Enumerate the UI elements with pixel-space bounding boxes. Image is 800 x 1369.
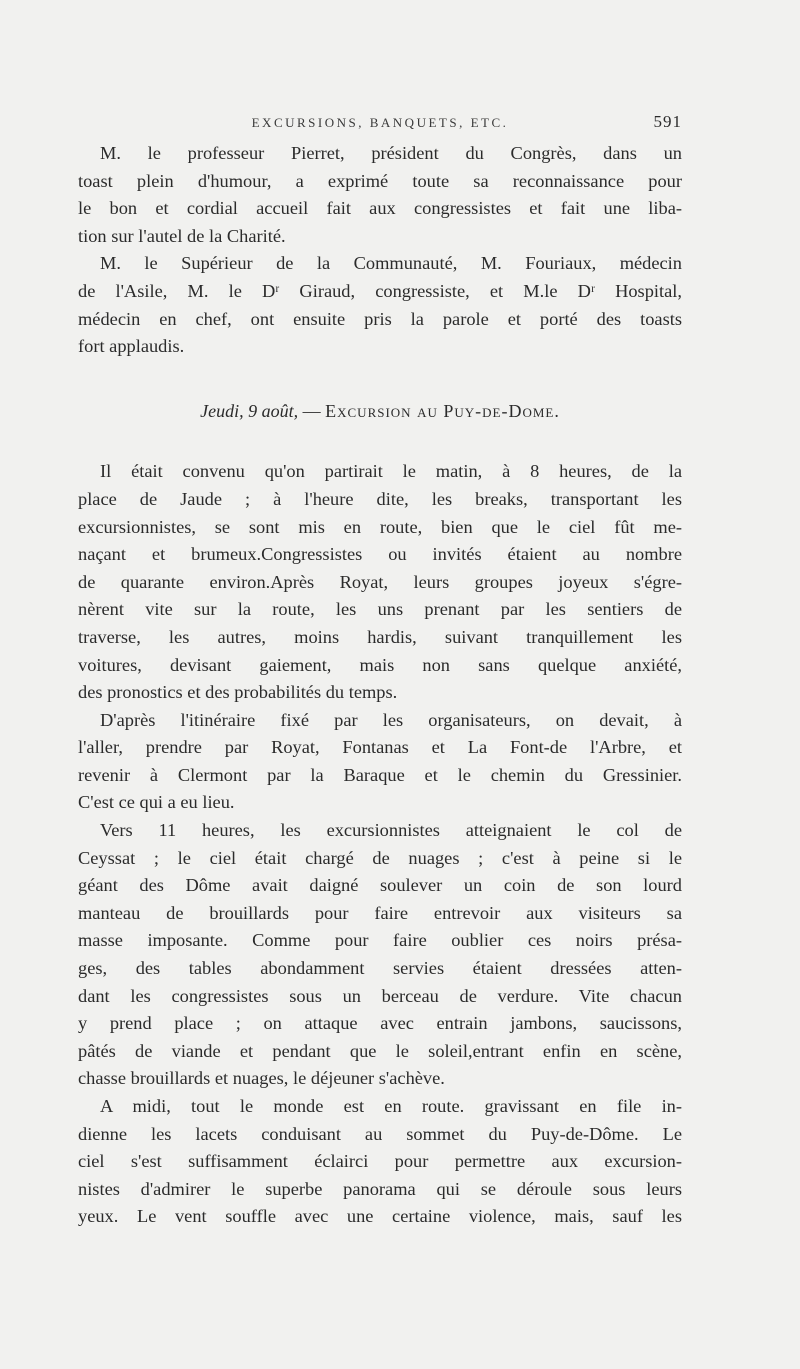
paragraph-itinerary — [78, 707, 682, 817]
text-line: l'aller, prendre par Royat, Fontanas et La Font-de l'Arbre, et — [78, 737, 682, 758]
running-head — [78, 112, 682, 134]
text-line: toast plein d'humour, a exprimé toute sa reconnaissance pour — [78, 170, 682, 191]
text-line: Il était convenu qu'on partirait le matin, à 8 heures, de la — [100, 461, 682, 482]
text-line: pâtés de viande et pendant que le soleil,entrant enfin en scène, — [78, 1040, 682, 1061]
text-line: yeux. Le vent souffle avec une certaine violence, mais, sauf les — [78, 1206, 682, 1227]
text-line: ges, des tables abondamment servies étaient dressées atten- — [78, 958, 682, 979]
text-line: Vers 11 heures, les excursionnistes atteignaient le col de — [100, 820, 682, 841]
text-line: le bon et cordial accueil fait aux congressistes et fait une liba- — [78, 198, 682, 219]
section-title: Excursion au Puy-de-Dome. — [325, 400, 560, 421]
text-line: revenir à Clermont par la Baraque et le chemin du Gressinier. — [78, 764, 682, 785]
page-number: 591 — [653, 112, 682, 131]
text-line: médecin en chef, ont ensuite pris la parole et porté des toasts — [78, 308, 682, 329]
text-line: dienne les lacets conduisant au sommet du Puy-de-Dôme. Le — [78, 1123, 682, 1144]
text-line: de l'Asile, M. le Dʳ Giraud, congressiste, et M.le Dʳ Hospital, — [78, 280, 682, 301]
text-line: Ceyssat ; le ciel était chargé de nuages ; c'est à peine si le — [78, 847, 682, 868]
text-line: M. le professeur Pierret, président du Congrès, dans un — [100, 143, 682, 163]
section-date: Jeudi, 9 août, — [200, 400, 299, 421]
section-dash: — — [298, 400, 326, 421]
text-line: des pronostics et des probabilités du temps. — [78, 682, 398, 703]
text-line: fort applaudis. — [78, 336, 185, 357]
text-line: naçant et brumeux.Congressistes ou invités étaient au nombre — [78, 544, 682, 565]
text-line: nèrent vite sur la route, les uns prenant par les sentiers de — [78, 599, 682, 620]
text-line: masse imposante. Comme pour faire oublier ces noirs présa- — [78, 930, 682, 951]
text-line: manteau de brouillards pour faire entrevoir aux visiteurs sa — [78, 902, 682, 923]
text-line: M. le Supérieur de la Communauté, M. Fouriaux, médecin — [100, 253, 682, 274]
text-line: place de Jaude ; à l'heure dite, les breaks, transportant les — [78, 488, 682, 509]
paragraph-toast-pierret — [78, 140, 682, 250]
text-line: y prend place ; on attaque avec entrain jambons, saucissons, — [78, 1013, 682, 1034]
text-line: géant des Dôme avait daigné soulever un coin de son lourd — [78, 875, 682, 896]
text-line: de quarante environ.Après Royat, leurs groupes joyeux s'égre- — [78, 571, 682, 592]
text-line: A midi, tout le monde est en route. gravissant en file in- — [100, 1096, 682, 1116]
text-line: excursionnistes, se sont mis en route, bien que le ciel fût me- — [78, 516, 682, 537]
text-line: dant les congressistes sous un berceau de verdure. Vite chacun — [78, 985, 682, 1006]
text-line: chasse brouillards et nuages, le déjeuner s'achève. — [78, 1068, 445, 1089]
text-line: voitures, devisant gaiement, mais non sans quelque anxiété, — [78, 654, 682, 675]
text-line: D'après l'itinéraire fixé par les organisateurs, on devait, à — [100, 709, 682, 730]
text-line: tion sur l'autel de la Charité. — [78, 225, 286, 246]
text-line: nistes d'admirer le superbe panorama qui se déroule sous leurs — [78, 1178, 682, 1199]
text-line: traverse, les autres, moins hardis, suivant tranquillement les — [78, 626, 682, 647]
paragraph-departure — [78, 458, 682, 706]
running-head-title: EXCURSIONS, BANQUETS, ETC. — [251, 115, 509, 130]
page-body — [78, 140, 682, 1231]
paragraph-ceyssat — [78, 817, 682, 1093]
section-heading — [78, 398, 682, 426]
paragraph-midi — [78, 1093, 682, 1231]
text-line: C'est ce qui a eu lieu. — [78, 792, 235, 813]
text-line: ciel s'est suffisamment éclairci pour permettre aux excursion- — [78, 1151, 682, 1172]
paragraph-toasts — [78, 250, 682, 360]
